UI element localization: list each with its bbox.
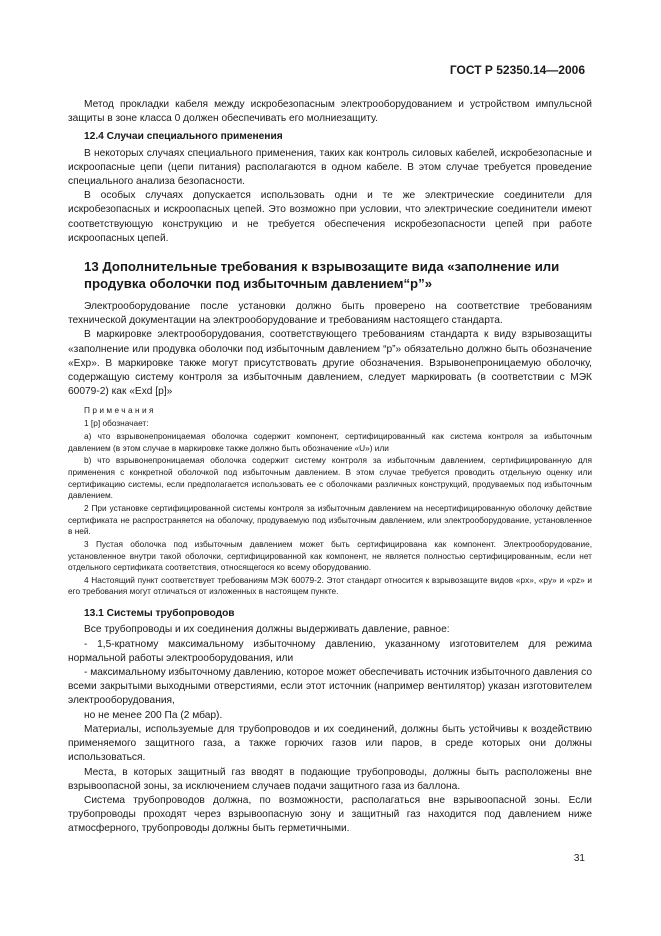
note-item: 3 Пустая оболочка под избыточным давлением может быть сертифицирована как компонент. Электрооборудование, установленное внутри такой оболочки, сертифицированной как компонент, не является полностью сертифицированным, если нет отдельного сертификата соответствия, относящегося ко всему оборудованию. [68, 538, 592, 573]
section-13-1-paragraph: но не менее 200 Па (2 мбар). [84, 709, 223, 721]
section-13-1-paragraph: - 1,5-кратному максимальному избыточному давлению, указанному изготовителем для режима нормальной работы электрооборудования, или [68, 638, 592, 664]
page-number: 31 [573, 853, 585, 864]
spacer [68, 599, 592, 603]
document-code: ГОСТ Р 52350.14—2006 [449, 63, 585, 77]
note-item: 1 [p] обозначает: [84, 418, 149, 429]
section-13-paragraph-2: В маркировке электрооборудования, соответствующего требованиям стандарта к виду взрывозащиты «заполнение или продувка оболочки под избыточным давлением “p”» обязательно должно быть обозначение «Exp». В маркировке также могут присутствовать другие обозначения. Взрывонепроницаемую оболочку, содержащую систему контроля за избыточным давлением, следует маркировать (в соответствии с МЭК 60079-2) как «Exd [p]» [68, 329, 592, 398]
section-12-4-title: 12.4 Случаи специального применения [84, 131, 283, 143]
section-13-1-paragraph: Система трубопроводов должна, по возможности, располагаться вне взрывоопасной зоны. Если трубопроводы проходят через взрывоопасную зону и защитный газ находится под давлением ниже атмосферного, трубопроводы должны быть герметичными. [68, 794, 592, 835]
section-13-1-paragraph: Места, в которых защитный газ вводят в подающие трубопроводы, должны быть расположены вне взрывоопасной зоны, за исключением случаев подачи защитного газа из баллона. [68, 766, 592, 792]
section-13-paragraph-1: Электрооборудование после установки должно быть проверено на соответствие требованиям технической документации на электрооборудование и требованиям настоящего стандарта. [68, 301, 592, 327]
note-item: 2 При установке сертифицированной системы контроля за избыточным давлением на несертифицированную оболочку действие сертификата не распространяется на оболочку, продуваемую под избыточным давлением, или электрооборудование, установленное в ней. [68, 502, 592, 537]
page-content [68, 96, 592, 837]
note-item: b) что взрывонепроницаемая оболочка содержит систему контроля за избыточным давлением, сертифицированную для применения с конкретной оболочкой под избыточным давлением. В этом случае требуется проводить отдельную оценку или сертификацию системы, если предполагается использовать ее с оболочками различных конструкций, продуваемых под избыточным давлением. [68, 455, 592, 501]
section-13-1-title: 13.1 Системы трубопроводов [84, 608, 235, 620]
notes-heading: Примечания [84, 405, 156, 416]
section-13-1-paragraph: Материалы, используемые для трубопроводов и их соединений, должны быть устойчивы к воздействию применяемого защитного газа, а также горючих газов или паров, в среде которых они должны использоваться. [68, 723, 592, 764]
section-12-4-paragraph-2: В особых случаях допускается использовать одни и те же электрические соединители для искробезопасных и искроопасных цепей. Это возможно при условии, что электрические соединители имеют соответствующую конструкцию и не требуется обеспечения искробезопасности цепей при работе искроопасных цепей. [68, 190, 592, 244]
note-item: a) что взрывонепроницаемая оболочка содержит компонент, сертифицированный как система контроля за избыточным давлением (в этом случае в маркировке также должно быть обозначение «U») или [68, 431, 592, 453]
intro-paragraph: Метод прокладки кабеля между искробезопасным электрооборудованием и устройством импульсной защиты в зоне класса 0 должен обеспечивать его молниезащиту. [68, 99, 592, 125]
section-12-4-paragraph-1: В некоторых случаях специального применения, таких как контроль силовых кабелей, искробезопасные и искроопасные цепи (цепи питания) располагаются в одном кабеле. В этом случае требуется проведение специального анализа безопасности. [68, 147, 592, 188]
notes-block [68, 405, 592, 598]
section-13-1-paragraph: - максимальному избыточному давлению, которое может обеспечивать источник избыточного давления со всеми закрытыми выходными отверстиями, если этот источник (например вентилятор) указан изготовителем электрооборудования, [68, 667, 592, 707]
note-item: 4 Настоящий пункт соответствует требованиям МЭК 60079-2. Этот стандарт относится к взрывозащите видов «px», «py» и «pz» и его требования могут отличаться от изложенных в настоящем пункте. [68, 574, 592, 597]
section-13-title: 13 Дополнительные требования к взрывозащите вида «заполнение или продувка оболочки под избыточным давлением“p”» [84, 259, 560, 292]
section-13-1-paragraph: Все трубопроводы и их соединения должны выдерживать давление, равное: [84, 624, 450, 636]
